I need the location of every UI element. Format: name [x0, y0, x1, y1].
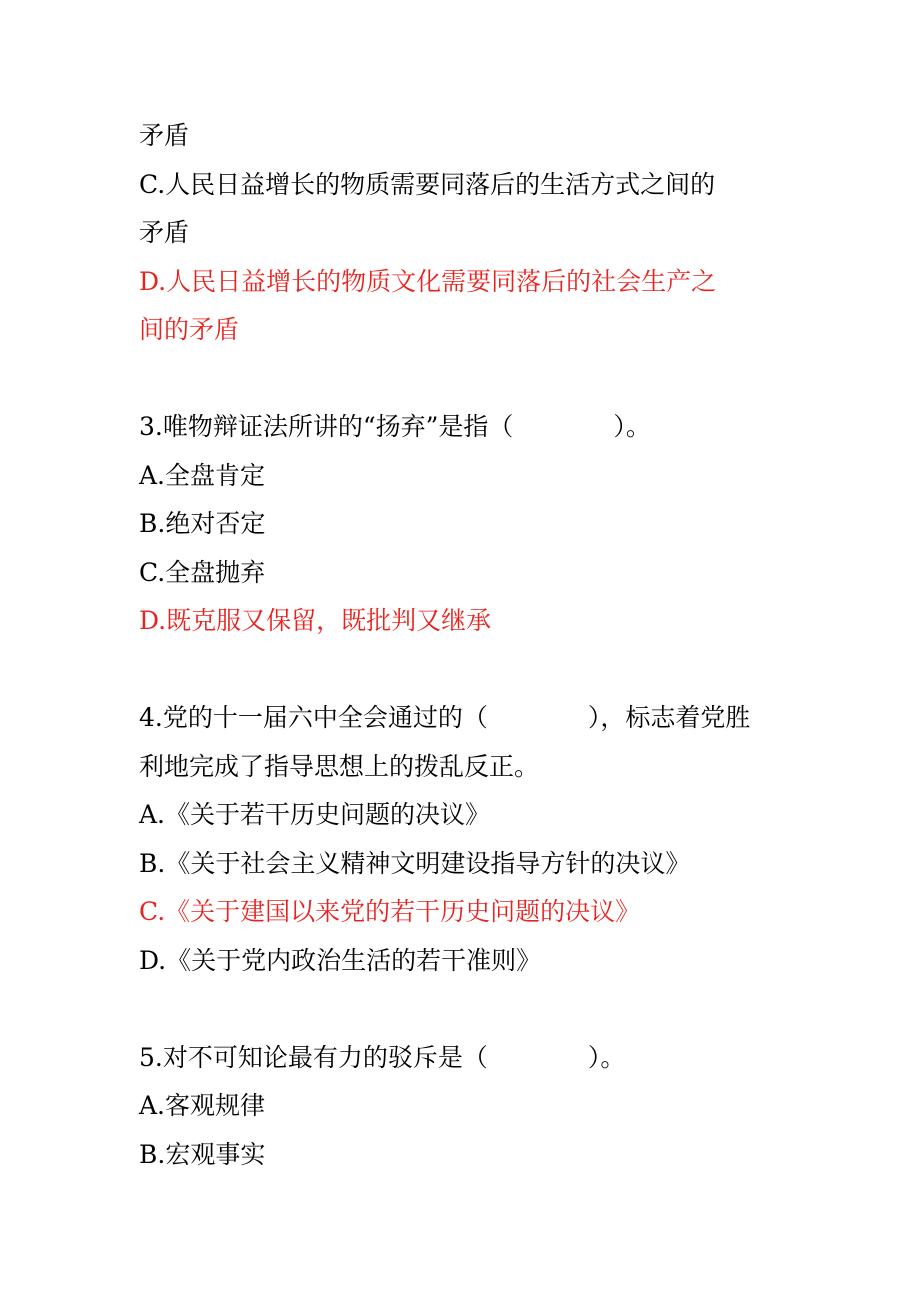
option-b: B.宏观事实 — [139, 1139, 266, 1169]
option-d: D.《关于党内政治生活的若干准则》 — [139, 945, 542, 975]
spacer — [139, 646, 799, 695]
question-4 — [139, 694, 799, 985]
option-d-correct-line-2: 间的矛盾 — [139, 315, 240, 344]
question-stem-line-2: 利地完成了指导思想上的拨乱反正。 — [139, 751, 540, 781]
option-b-continuation: 矛盾 — [139, 121, 190, 150]
question-stem: 3.唯物辩证法所讲的“扬弃”是指（ ）。 — [139, 412, 651, 441]
option-c: C.全盘抛弃 — [139, 557, 266, 587]
question-2-tail — [139, 112, 799, 355]
spacer — [139, 355, 799, 404]
document-page — [139, 112, 799, 1179]
question-stem: 5.对不可知论最有力的驳斥是（ ）。 — [139, 1042, 626, 1072]
option-d-correct-line-1: D.人民日益增长的物质文化需要同落后的社会生产之 — [139, 266, 717, 296]
question-3 — [139, 403, 799, 646]
option-a: A.《关于若干历史问题的决议》 — [139, 800, 491, 829]
option-d-correct: D.既克服又保留，既批判又继承 — [139, 606, 492, 635]
option-a: A.客观规律 — [139, 1091, 266, 1120]
option-c-correct: C.《关于建国以来党的若干历史问题的决议》 — [139, 897, 641, 926]
option-b: B.绝对否定 — [139, 509, 266, 538]
option-c-line-2: 矛盾 — [139, 218, 190, 247]
question-5 — [139, 1034, 799, 1180]
spacer — [139, 985, 799, 1034]
option-b: B.《关于社会主义精神文明建设指导方针的决议》 — [139, 848, 691, 878]
option-a: A.全盘肯定 — [139, 460, 266, 490]
option-c-line-1: C.人民日益增长的物质需要同落后的生活方式之间的 — [139, 169, 716, 199]
question-stem-line-1: 4.党的十一届六中全会通过的（ ），标志着党胜 — [139, 703, 751, 732]
